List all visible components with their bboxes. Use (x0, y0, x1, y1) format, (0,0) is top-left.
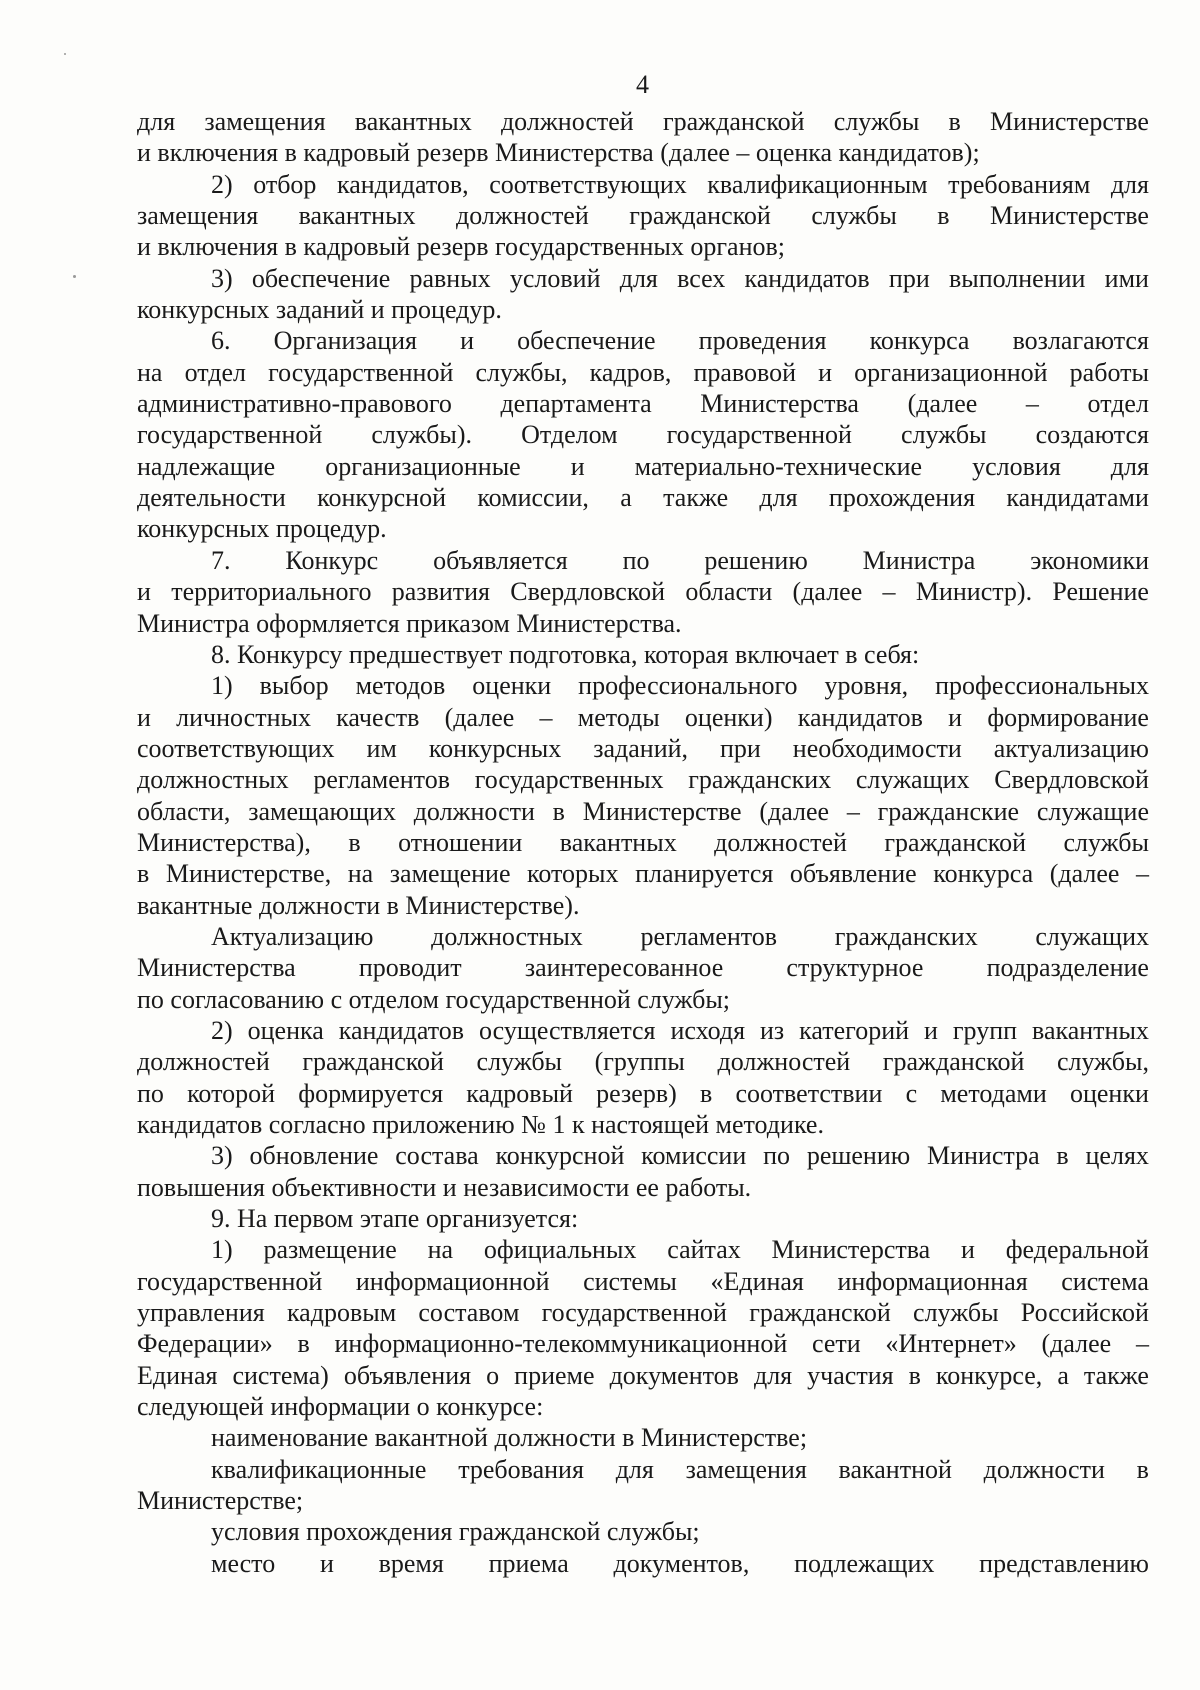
word: регламентов (313, 765, 450, 795)
word: профессионального (578, 671, 798, 701)
word: вакантных (1032, 1015, 1149, 1045)
word: система (1061, 1266, 1149, 1296)
word: государственной (137, 1266, 323, 1296)
word: для (137, 107, 176, 136)
text-line: кандидатов согласно приложению № 1 к настоящей методике. (137, 1110, 824, 1139)
word: а (1057, 1360, 1069, 1390)
word: обеспечение (251, 263, 391, 293)
word: регламентов (640, 921, 778, 951)
word: возлагаются (1012, 326, 1149, 356)
word: условия (972, 451, 1061, 481)
word: территориального (171, 577, 372, 607)
word: в (1056, 1141, 1069, 1171)
word: гражданской (882, 1047, 1025, 1077)
word: для (615, 1454, 654, 1484)
word: при (888, 263, 930, 293)
word: время (378, 1548, 444, 1578)
word: области, (137, 796, 231, 826)
text-line (137, 419, 1149, 450)
word: работы (1069, 357, 1149, 387)
word: для (759, 483, 798, 513)
text-line (137, 702, 1149, 733)
word: – (882, 577, 896, 607)
text-line (137, 1328, 1149, 1359)
text-line (137, 388, 1149, 419)
word: гражданской (302, 1047, 444, 1077)
word: службы (1063, 827, 1149, 857)
text-line (137, 1454, 1149, 1485)
word: оценки (1069, 1078, 1149, 1108)
word: документов, (613, 1548, 750, 1578)
word: резерв) (596, 1078, 677, 1108)
word: формирование (987, 702, 1149, 732)
word: гражданской (629, 201, 771, 231)
word: и (948, 702, 963, 732)
word: (группы (594, 1047, 685, 1077)
word: Свердловской (994, 765, 1149, 795)
word: информационно-телекоммуникационной (334, 1329, 788, 1359)
word: службы (811, 201, 897, 231)
word: обновление (249, 1141, 379, 1171)
word: Министерстве (990, 107, 1149, 136)
word: на (347, 859, 374, 889)
word: Решение (1052, 577, 1149, 607)
text-line (137, 357, 1149, 388)
word: должностных (431, 921, 583, 951)
word: квалификационным (707, 169, 928, 199)
word: комиссии (641, 1141, 747, 1171)
word: профессиональных (935, 671, 1149, 701)
word: государственной (541, 1298, 727, 1328)
word: состава (395, 1141, 479, 1171)
word: кандидатов (744, 263, 870, 293)
word: кадровым (286, 1298, 397, 1328)
word: подразделение (986, 953, 1149, 983)
word: отношении (398, 827, 523, 857)
word: должности (413, 796, 535, 826)
word: (далее (759, 796, 830, 826)
word: выбор (259, 671, 329, 701)
word: и (961, 1235, 975, 1265)
word: в (552, 796, 565, 826)
word: замещение (389, 859, 511, 889)
word: комиссии, (477, 483, 589, 513)
word: (далее (792, 577, 863, 607)
text-line (137, 1234, 1149, 1265)
word: составом (418, 1298, 520, 1328)
text-line (137, 1140, 1149, 1171)
word: материально-технические (634, 451, 923, 481)
text-line: условия прохождения гражданской службы; (211, 1517, 700, 1547)
word: службы). (371, 420, 473, 450)
word: службы, (1057, 1047, 1149, 1077)
text-line: повышения объективности и независимости ее работы. (137, 1172, 752, 1202)
word: Отделом (521, 420, 618, 450)
word: личностных (176, 702, 311, 732)
text-line (137, 952, 1149, 983)
word: при (720, 733, 761, 763)
word: Министерстве, (165, 859, 332, 889)
word: Конкурс (285, 545, 379, 575)
word: а (620, 483, 632, 513)
word: по (137, 1078, 164, 1108)
text-line (137, 1297, 1149, 1328)
text-line (137, 764, 1149, 795)
word: соответствии (735, 1078, 883, 1108)
word: должностей (137, 1047, 270, 1077)
word: (далее (444, 702, 515, 732)
word: приема (488, 1548, 569, 1578)
word: в (948, 107, 961, 136)
word: должностей (500, 107, 634, 136)
word: отбор (253, 169, 317, 199)
word: должностей (717, 1047, 851, 1077)
word: «Интернет» (885, 1329, 1017, 1359)
word: должностных (137, 765, 289, 795)
word: развития (391, 577, 491, 607)
word: в (1136, 1454, 1149, 1484)
word: замещающих (248, 796, 396, 826)
word: соответствующих (137, 733, 335, 763)
text-line: вакантные должности в Министерстве). (137, 890, 580, 920)
word: Министерства (771, 1235, 931, 1265)
text-line (137, 451, 1149, 482)
word: качеств (336, 702, 420, 732)
word: создаются (1035, 420, 1149, 450)
word: замещения (685, 1454, 807, 1484)
word: место (211, 1548, 276, 1578)
word: в (937, 201, 950, 231)
word: Министерстве (582, 796, 742, 826)
word: для (1110, 451, 1149, 481)
word: участия (807, 1360, 894, 1390)
word: службы (833, 107, 920, 136)
word: должностей (714, 827, 847, 857)
word: гражданской (749, 1298, 891, 1328)
word: в (297, 1329, 310, 1359)
word: актуализацию (993, 733, 1149, 763)
word: кадровый (466, 1078, 573, 1108)
text-line (137, 670, 1149, 701)
word: служащие (1036, 796, 1149, 826)
word: необходимости (792, 733, 962, 763)
word: Министра (926, 1141, 1040, 1171)
word: государственной (137, 420, 323, 450)
word: исходя (670, 1015, 746, 1045)
word: вакантных (298, 201, 416, 231)
text-line (137, 545, 1149, 576)
text-line: конкурсных процедур. (137, 514, 387, 544)
text-line (137, 1015, 1149, 1046)
text-line (137, 858, 1149, 889)
word: отдел (184, 357, 246, 387)
word: вакантной (838, 1454, 952, 1484)
text-line (137, 1360, 1149, 1391)
word: Министерстве (990, 201, 1149, 231)
word: должности (983, 1454, 1105, 1484)
word: ими (1104, 263, 1149, 293)
word: система) (232, 1360, 329, 1390)
word: Российской (1020, 1298, 1149, 1328)
text-line: 8. Конкурсу предшествует подготовка, которая включает в себя: (211, 639, 920, 669)
word: квалификационные (211, 1454, 427, 1484)
word: служащих (855, 765, 970, 795)
word: департамента (500, 389, 652, 419)
text-line (137, 1078, 1149, 1109)
word: оценки) (684, 702, 773, 732)
word: (далее (1041, 1329, 1112, 1359)
word: конкурсной (317, 483, 447, 513)
word: конкурсных (428, 733, 562, 763)
word: и (570, 451, 585, 481)
word: условий (509, 263, 601, 293)
text-line (137, 106, 1149, 137)
word: должностей (456, 201, 589, 231)
text-line (137, 827, 1149, 858)
word: и (460, 326, 475, 356)
text-line: следующей информации о конкурсе: (137, 1392, 544, 1422)
word: групп (952, 1015, 1018, 1045)
word: вакантных (559, 827, 677, 857)
word: Министерства (700, 389, 859, 419)
word: представлению (979, 1548, 1149, 1578)
word: решению (806, 1141, 911, 1171)
word: служащих (1035, 921, 1149, 951)
word: гражданской (662, 107, 805, 136)
word: с (905, 1078, 918, 1108)
word: государственной (666, 420, 852, 450)
word: для (1110, 169, 1149, 199)
text-line (137, 263, 1149, 294)
word: надлежащие (137, 451, 276, 481)
word: выполнении (948, 263, 1086, 293)
word: конкурсной (495, 1141, 625, 1171)
word: по (763, 1141, 790, 1171)
word: объявления (343, 1360, 472, 1390)
word: службы (913, 1298, 999, 1328)
word: на (137, 357, 163, 387)
text-line: конкурсных заданий и процедур. (137, 295, 502, 325)
word: службы (901, 420, 987, 450)
word: для (619, 263, 658, 293)
word: методы (577, 702, 660, 732)
word: 2) (211, 1015, 233, 1045)
word: обеспечение (517, 326, 656, 356)
text-line: по согласованию с отделом государственной службы; (137, 984, 731, 1014)
word: (далее (1049, 859, 1120, 889)
word: – (539, 702, 553, 732)
scan-speck (64, 53, 66, 55)
text-line: наименование вакантной должности в Министерстве; (211, 1423, 808, 1453)
word: замещения (204, 107, 326, 136)
word: отдел (1087, 389, 1149, 419)
word: которых (527, 859, 619, 889)
text-line (137, 1266, 1149, 1297)
word: организационной (854, 357, 1048, 387)
word: кандидатов (338, 1015, 464, 1045)
word: кадров, (589, 357, 672, 387)
word: в (908, 1360, 921, 1390)
word: подлежащих (794, 1548, 935, 1578)
word: проводит (358, 953, 462, 983)
word: правовой (693, 357, 797, 387)
word: государственных (474, 765, 664, 795)
word: методов (355, 671, 446, 701)
word: также (663, 483, 729, 513)
text-line (137, 1548, 1149, 1579)
word: в (137, 859, 150, 889)
word: – (1025, 389, 1039, 419)
word: Свердловской (510, 577, 666, 607)
word: Министра (862, 545, 976, 575)
word: объявление (789, 859, 917, 889)
word: Актуализацию (211, 921, 374, 951)
word: и (137, 702, 151, 732)
text-line: и включения в кадровый резерв государственных органов; (137, 232, 785, 262)
word: Единая (137, 1360, 218, 1390)
document-body (137, 106, 1149, 1579)
word: кандидатов, (336, 169, 469, 199)
word: 1) (211, 671, 233, 701)
word: размещение (263, 1235, 397, 1265)
word: 7. (211, 545, 231, 575)
word: которой (187, 1078, 276, 1108)
word: управления (137, 1298, 265, 1328)
word: Федерации» (137, 1329, 273, 1359)
word: 3) (211, 1141, 233, 1171)
word: деятельности (137, 483, 286, 513)
word: им (366, 733, 397, 763)
word: конкурсе, (935, 1360, 1043, 1390)
text-line: 9. На первом этапе организуется: (211, 1204, 579, 1234)
word: информационная (837, 1266, 1028, 1296)
word: требованиям (948, 169, 1091, 199)
word: объявляется (433, 545, 568, 575)
word: Министерства), (137, 827, 311, 857)
word: из (760, 1015, 785, 1045)
word: заинтересованное (524, 953, 724, 983)
word: планируется (635, 859, 774, 889)
text-line: и включения в кадровый резерв Министерства (далее – оценка кандидатов); (137, 138, 980, 168)
word: области (685, 577, 773, 607)
word: замещения (137, 201, 259, 231)
word: требования (458, 1454, 584, 1484)
word: приеме (514, 1360, 595, 1390)
word: всех (677, 263, 726, 293)
text-line (137, 733, 1149, 764)
word: федеральной (1005, 1235, 1149, 1265)
word: 2) (211, 169, 233, 199)
word: 1) (211, 1235, 233, 1265)
word: 6. (211, 326, 231, 356)
word: заданий, (593, 733, 689, 763)
page-number: 4 (636, 70, 649, 99)
text-line (137, 921, 1149, 952)
word: на (427, 1235, 454, 1265)
word: и (137, 577, 151, 607)
word: – (1135, 1329, 1149, 1359)
word: в (699, 1078, 713, 1108)
word: государственной (268, 357, 454, 387)
word: гражданских (834, 921, 978, 951)
word: гражданские (877, 796, 1020, 826)
word: категорий (799, 1015, 910, 1045)
text-line: Министра оформляется приказом Министерства. (137, 608, 682, 638)
word: официальных (483, 1235, 637, 1265)
word: системы (583, 1266, 677, 1296)
word: осуществляется (478, 1015, 656, 1045)
word: также (1083, 1360, 1149, 1390)
word: оценки (472, 671, 552, 701)
word: кандидатами (1006, 483, 1149, 513)
word: соответствующих (489, 169, 687, 199)
word: «Единая (710, 1266, 804, 1296)
word: сайтах (667, 1235, 741, 1265)
word: Министр). (915, 577, 1033, 607)
word: прохождения (828, 483, 976, 513)
text-line (137, 169, 1149, 200)
text-line (137, 325, 1149, 356)
word: экономики (1030, 545, 1149, 575)
word: конкурса (869, 326, 970, 356)
text-line (137, 200, 1149, 231)
word: в (348, 827, 361, 857)
word: кандидатов (797, 702, 923, 732)
text-line: Министерстве; (137, 1486, 304, 1516)
word: Министерства (137, 953, 296, 983)
word: целях (1085, 1141, 1149, 1171)
word: службы (476, 1047, 563, 1077)
word: 3) (211, 263, 233, 293)
word: и (924, 1015, 938, 1045)
text-line (137, 796, 1149, 827)
word: и (319, 1548, 334, 1578)
word: формируется (298, 1078, 444, 1108)
word: документов (609, 1360, 739, 1390)
word: для (753, 1360, 793, 1390)
word: методами (940, 1078, 1047, 1108)
word: административно-правового (137, 389, 452, 419)
word: проведения (698, 326, 827, 356)
word: службы, (475, 357, 568, 387)
text-line (137, 1046, 1149, 1077)
word: уровня, (824, 671, 909, 701)
word: и (818, 357, 833, 387)
word: конкурса (933, 859, 1034, 889)
word: (далее (907, 389, 978, 419)
word: равных (409, 263, 491, 293)
word: о (486, 1360, 500, 1390)
scan-speck (73, 275, 76, 278)
word: гражданских (688, 765, 832, 795)
text-line (137, 576, 1149, 607)
word: решению (704, 545, 808, 575)
word: информационной (355, 1266, 550, 1296)
word: гражданской (884, 827, 1027, 857)
word: – (846, 796, 860, 826)
word: сети (811, 1329, 861, 1359)
word: структурное (786, 953, 924, 983)
text-line (137, 482, 1149, 513)
word: по (622, 545, 650, 575)
word: Организация (273, 326, 418, 356)
word: организационные (325, 451, 521, 481)
word: – (1135, 859, 1149, 889)
word: оценка (247, 1015, 324, 1045)
word: вакантных (354, 107, 472, 136)
